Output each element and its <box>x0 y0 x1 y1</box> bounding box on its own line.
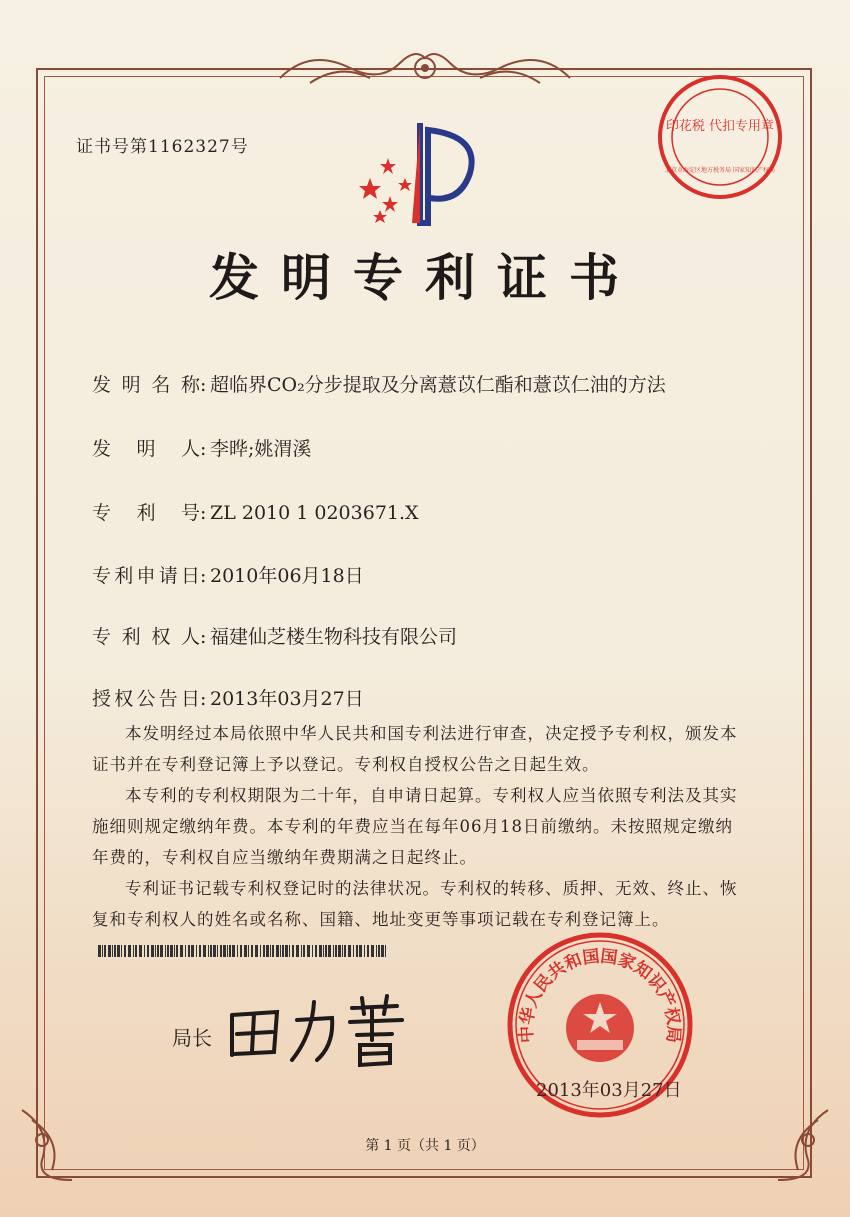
body-paragraph: 专利证书记载专利权登记时的法律状况。专利权的转移、质押、无效、终止、恢复和专利权人的姓名或名称、国籍、地址变更等事项记载在专利登记簿上。 <box>92 879 738 929</box>
barcode-bar <box>121 945 122 957</box>
barcode-bar <box>312 945 313 957</box>
field-label: 发明名称 <box>92 374 200 396</box>
barcode-bar <box>328 945 331 957</box>
barcode-bar <box>270 945 271 957</box>
field-patent-number: 专利号: ZL 2010 1 0203671.X <box>92 498 419 525</box>
barcode-bar <box>359 945 362 957</box>
barcode-bar <box>237 945 238 957</box>
barcode-bar <box>335 945 337 957</box>
patent-office-logo-icon <box>350 118 500 228</box>
barcode-bar <box>364 945 365 957</box>
field-label: 专利权人 <box>92 626 200 648</box>
barcode-bar <box>155 945 156 957</box>
certificate-body <box>92 718 742 935</box>
certificate-title: 发明专利证书 <box>209 249 641 307</box>
field-label: 授权公告日 <box>92 688 200 710</box>
field-inventor: 发明人: 李晔;姚渭溪 <box>92 434 311 461</box>
barcode-bar <box>376 945 377 957</box>
barcode-bar <box>185 945 186 957</box>
barcode-bar <box>203 945 206 957</box>
barcode-bar <box>381 945 384 957</box>
field-value: 2010年06月18日 <box>210 565 364 587</box>
barcode-bar <box>144 945 145 957</box>
barcode-bar <box>174 945 175 957</box>
page-number: 第 1 页（共 1 页） <box>365 1138 485 1154</box>
barcode-bar <box>276 945 279 957</box>
tax-seal-ring-text: 北京市海淀区地方税务局 国家知识产权局 <box>665 167 775 174</box>
tax-seal-center-text: 印花税 代扣专用章 <box>665 119 775 134</box>
barcode-bar <box>342 945 343 957</box>
barcode-bar <box>191 945 194 957</box>
field-value: 超临界CO₂分步提取及分离薏苡仁酯和薏苡仁油的方法 <box>210 374 666 396</box>
barcode-bar <box>220 945 222 957</box>
barcode-bar <box>217 945 218 957</box>
field-label: 发明人 <box>92 438 200 460</box>
barcode-bar <box>223 945 226 957</box>
field-value: 福建仙芝楼生物科技有限公司 <box>210 626 458 648</box>
barcode-bar <box>353 945 354 957</box>
barcode-bar <box>117 945 120 957</box>
director-signature <box>222 990 412 1070</box>
barcode-bar <box>289 945 290 957</box>
barcode-bar <box>356 945 358 957</box>
field-patentee: 专利权人: 福建仙芝楼生物科技有限公司 <box>92 622 457 649</box>
barcode-bar <box>98 945 101 957</box>
barcode-bar <box>135 945 137 957</box>
barcode-bar <box>280 945 281 957</box>
barcode-bar <box>180 945 183 957</box>
barcode-bar <box>229 945 231 957</box>
barcode-bar <box>348 945 351 957</box>
barcode-bar <box>160 945 163 957</box>
barcode-bar <box>344 945 346 957</box>
tax-seal-center-text <box>666 118 774 134</box>
barcode-bar <box>170 945 173 957</box>
barcode-icon <box>98 945 388 957</box>
field-application-date: 专利申请日: 2010年06月18日 <box>92 561 364 588</box>
barcode-bar <box>167 945 169 957</box>
barcode-bar <box>108 945 111 957</box>
barcode-bar <box>315 945 317 957</box>
body-paragraph: 本发明经过本局依照中华人民共和国专利法进行审查，决定授予专利权，颁发本证书并在专利登记簿上予以登记。专利权自授权公告之日起生效。 <box>92 724 738 774</box>
body-paragraph: 本专利的专利权期限为二十年，自申请日起算。专利权人应当依照专利法及其实施细则规定缴纳年费。本专利的年费应当在每年06月18日前缴纳。未按照规定缴纳年费的，专利权自应当缴纳年费期满之日起终止。 <box>92 786 738 867</box>
barcode-bar <box>255 945 258 957</box>
barcode-bar <box>301 945 302 957</box>
barcode-bar <box>285 945 288 957</box>
barcode-bar <box>263 945 265 957</box>
barcode-bar <box>104 945 106 957</box>
barcode-bar <box>176 945 178 957</box>
barcode-bar <box>102 945 103 957</box>
barcode-bar <box>199 945 201 957</box>
barcode-bar <box>112 945 113 957</box>
barcode-bar <box>133 945 134 957</box>
barcode-bar <box>248 945 249 957</box>
barcode-bar <box>147 945 149 957</box>
barcode-bar <box>251 945 253 957</box>
barcode-bar <box>151 945 154 957</box>
barcode-bar <box>307 945 310 957</box>
field-label: 专利申请日 <box>92 565 200 587</box>
barcode-bar <box>333 945 334 957</box>
barcode-bar <box>303 945 305 957</box>
barcode-bar <box>124 945 126 957</box>
field-value: 2013年03月27日 <box>210 688 364 710</box>
barcode-bar <box>296 945 299 957</box>
barcode-bar <box>378 945 380 957</box>
barcode-bar <box>244 945 247 957</box>
field-label: 专利号 <box>92 502 200 524</box>
barcode-bar <box>232 945 235 957</box>
field-value: 李晔;姚渭溪 <box>210 438 312 460</box>
barcode-bar <box>157 945 159 957</box>
barcode-bar <box>266 945 269 957</box>
field-invention-name: 发明名称: 超临界CO₂分步提取及分离薏苡仁酯和薏苡仁油的方法 <box>92 370 666 397</box>
barcode-bar <box>323 945 324 957</box>
certificate-number: 证书号第1162327号 <box>76 137 249 157</box>
barcode-bar <box>367 945 369 957</box>
barcode-bar <box>165 945 166 957</box>
seal-date: 2013年03月27日 <box>536 1080 682 1101</box>
barcode-bar <box>114 945 116 957</box>
barcode-bar <box>240 945 242 957</box>
barcode-bar <box>128 945 131 957</box>
barcode-bar <box>260 945 261 957</box>
official-seal-ring-text: 中华人民共和国国家知识产权局 <box>516 946 684 1044</box>
field-grant-date: 授权公告日: 2013年03月27日 <box>92 684 364 711</box>
barcode-bar <box>385 945 386 957</box>
barcode-bar <box>139 945 142 957</box>
barcode-bar <box>338 945 341 957</box>
barcode-bar <box>188 945 190 957</box>
barcode-bar <box>208 945 209 957</box>
barcode-bar <box>213 945 216 957</box>
barcode-bar <box>292 945 294 957</box>
field-value: ZL 2010 1 0203671.X <box>210 502 419 524</box>
barcode-bar <box>272 945 274 957</box>
barcode-bar <box>282 945 284 957</box>
barcode-bar <box>210 945 212 957</box>
barcode-bar <box>319 945 322 957</box>
top-ornament-icon <box>270 38 580 98</box>
barcode-bar <box>196 945 197 957</box>
svg-text:北京市海淀区地方税务局 国家知识产权局 <box>665 166 775 174</box>
barcode-bar <box>325 945 327 957</box>
barcode-bar <box>227 945 228 957</box>
tax-stamp-seal <box>655 72 785 202</box>
director-label: 局长 <box>172 1026 212 1050</box>
barcode-bar <box>371 945 374 957</box>
